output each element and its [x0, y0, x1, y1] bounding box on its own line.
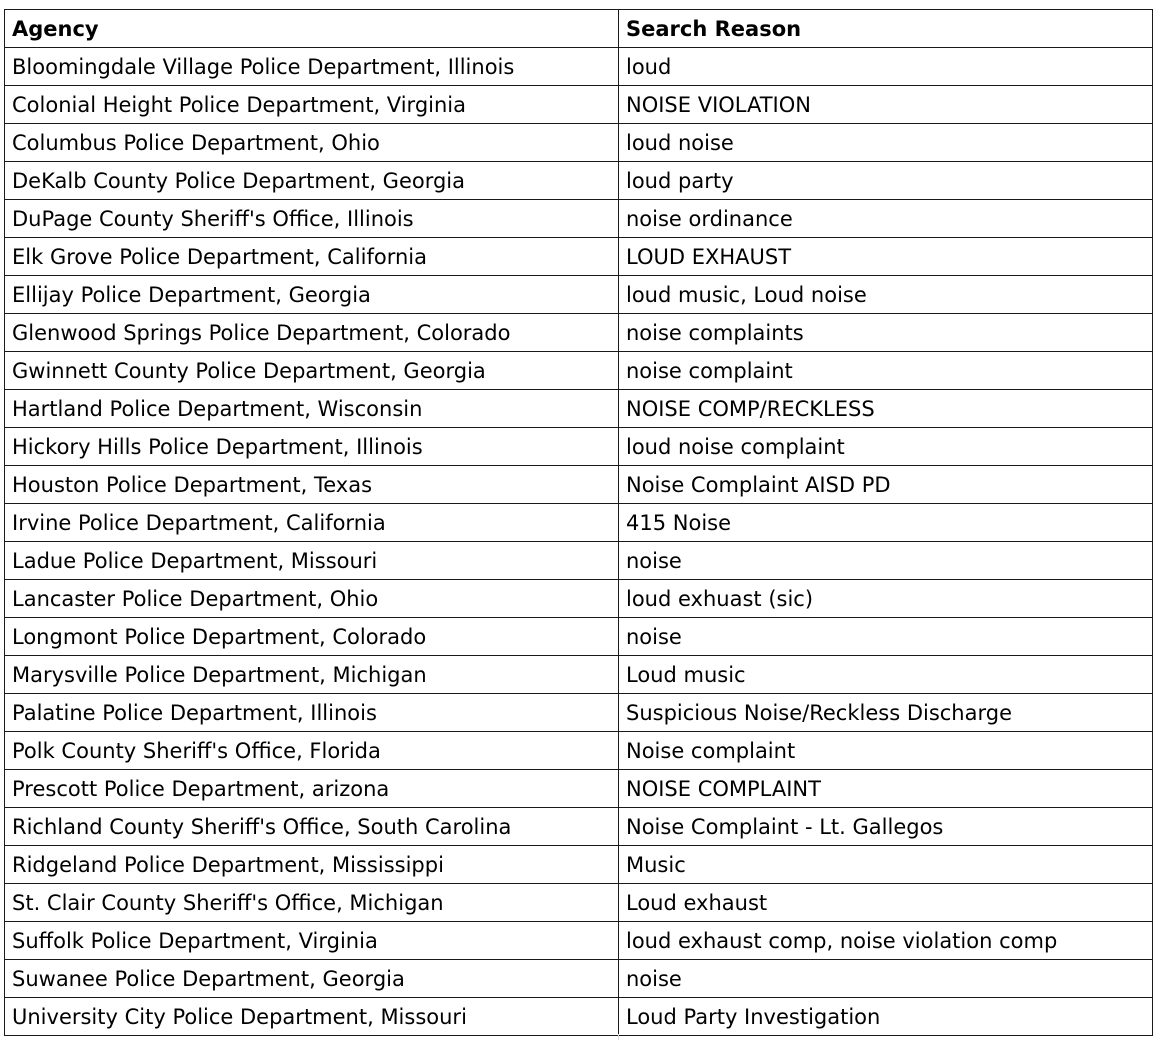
cell-agency: Polk County Sheriff's Office, Florida	[5, 732, 619, 770]
cell-agency: Hickory Hills Police Department, Illinois	[5, 428, 619, 466]
cell-search-reason: noise ordinance	[619, 200, 1153, 238]
table-row	[5, 808, 1153, 846]
cell-agency: Hartland Police Department, Wisconsin	[5, 390, 619, 428]
cell-search-reason: Suspicious Noise/Reckless Discharge	[619, 694, 1153, 732]
cell-search-reason: NOISE COMPLAINT	[619, 770, 1153, 808]
table-row	[5, 124, 1153, 162]
cell-agency: St. Clair County Sheriff's Office, Michigan	[5, 884, 619, 922]
table-row	[5, 618, 1153, 656]
table-row	[5, 390, 1153, 428]
cell-agency: Glenwood Springs Police Department, Colorado	[5, 314, 619, 352]
table-body	[5, 48, 1153, 1036]
table-row	[5, 504, 1153, 542]
cell-agency: Ellijay Police Department, Georgia	[5, 276, 619, 314]
cell-search-reason: loud music, Loud noise	[619, 276, 1153, 314]
cell-agency: Colonial Height Police Department, Virginia	[5, 86, 619, 124]
cell-search-reason: noise complaints	[619, 314, 1153, 352]
table-row	[5, 884, 1153, 922]
cell-agency: Gwinnett County Police Department, Georgia	[5, 352, 619, 390]
cell-search-reason: loud exhaust comp, noise violation comp	[619, 922, 1153, 960]
cell-search-reason: 415 Noise	[619, 504, 1153, 542]
cell-agency: Richland County Sheriff's Office, South Carolina	[5, 808, 619, 846]
cell-search-reason: noise	[619, 960, 1153, 998]
table-row	[5, 770, 1153, 808]
cell-search-reason: loud exhuast (sic)	[619, 580, 1153, 618]
table-row	[5, 200, 1153, 238]
cell-agency: Ridgeland Police Department, Mississippi	[5, 846, 619, 884]
table-row	[5, 276, 1153, 314]
column-header-agency: Agency	[5, 10, 619, 48]
cell-search-reason: loud noise	[619, 124, 1153, 162]
column-header-search-reason: Search Reason	[619, 10, 1153, 48]
table-row	[5, 846, 1153, 884]
cell-agency: Houston Police Department, Texas	[5, 466, 619, 504]
cell-search-reason: loud noise complaint	[619, 428, 1153, 466]
table-row	[5, 466, 1153, 504]
cell-search-reason: Noise Complaint AISD PD	[619, 466, 1153, 504]
table-row	[5, 998, 1153, 1036]
cell-agency: Suwanee Police Department, Georgia	[5, 960, 619, 998]
cell-agency: Palatine Police Department, Illinois	[5, 694, 619, 732]
table-row	[5, 732, 1153, 770]
cell-agency: Suffolk Police Department, Virginia	[5, 922, 619, 960]
cell-agency: DeKalb County Police Department, Georgia	[5, 162, 619, 200]
cell-search-reason: Loud music	[619, 656, 1153, 694]
table-row	[5, 960, 1153, 998]
cell-search-reason: loud	[619, 48, 1153, 86]
cell-search-reason: Loud Party Investigation	[619, 998, 1153, 1036]
cell-agency: Marysville Police Department, Michigan	[5, 656, 619, 694]
table-row	[5, 542, 1153, 580]
table-row	[5, 48, 1153, 86]
grid-line-stub	[618, 1034, 619, 1040]
cell-search-reason: NOISE VIOLATION	[619, 86, 1153, 124]
table-row	[5, 314, 1153, 352]
cell-search-reason: noise complaint	[619, 352, 1153, 390]
cell-agency: DuPage County Sheriff's Office, Illinois	[5, 200, 619, 238]
cell-agency: University City Police Department, Missouri	[5, 998, 619, 1036]
cell-search-reason: noise	[619, 542, 1153, 580]
cell-agency: Elk Grove Police Department, California	[5, 238, 619, 276]
cell-agency: Ladue Police Department, Missouri	[5, 542, 619, 580]
table-row	[5, 238, 1153, 276]
table-row	[5, 162, 1153, 200]
cell-agency: Bloomingdale Village Police Department, Illinois	[5, 48, 619, 86]
cell-agency: Prescott Police Department, arizona	[5, 770, 619, 808]
table-row	[5, 922, 1153, 960]
table-row	[5, 694, 1153, 732]
cell-search-reason: NOISE COMP/RECKLESS	[619, 390, 1153, 428]
table-row	[5, 580, 1153, 618]
table-row	[5, 352, 1153, 390]
cell-search-reason: LOUD EXHAUST	[619, 238, 1153, 276]
cell-search-reason: loud party	[619, 162, 1153, 200]
table-row	[5, 86, 1153, 124]
cell-agency: Columbus Police Department, Ohio	[5, 124, 619, 162]
cell-agency: Irvine Police Department, California	[5, 504, 619, 542]
cell-agency: Longmont Police Department, Colorado	[5, 618, 619, 656]
agency-search-reason-table	[4, 9, 1153, 1036]
cell-search-reason: Noise Complaint - Lt. Gallegos	[619, 808, 1153, 846]
cell-agency: Lancaster Police Department, Ohio	[5, 580, 619, 618]
table-row	[5, 656, 1153, 694]
cell-search-reason: Noise complaint	[619, 732, 1153, 770]
cell-search-reason: noise	[619, 618, 1153, 656]
table-row	[5, 428, 1153, 466]
cell-search-reason: Music	[619, 846, 1153, 884]
table-header-row	[5, 10, 1153, 48]
cell-search-reason: Loud exhaust	[619, 884, 1153, 922]
